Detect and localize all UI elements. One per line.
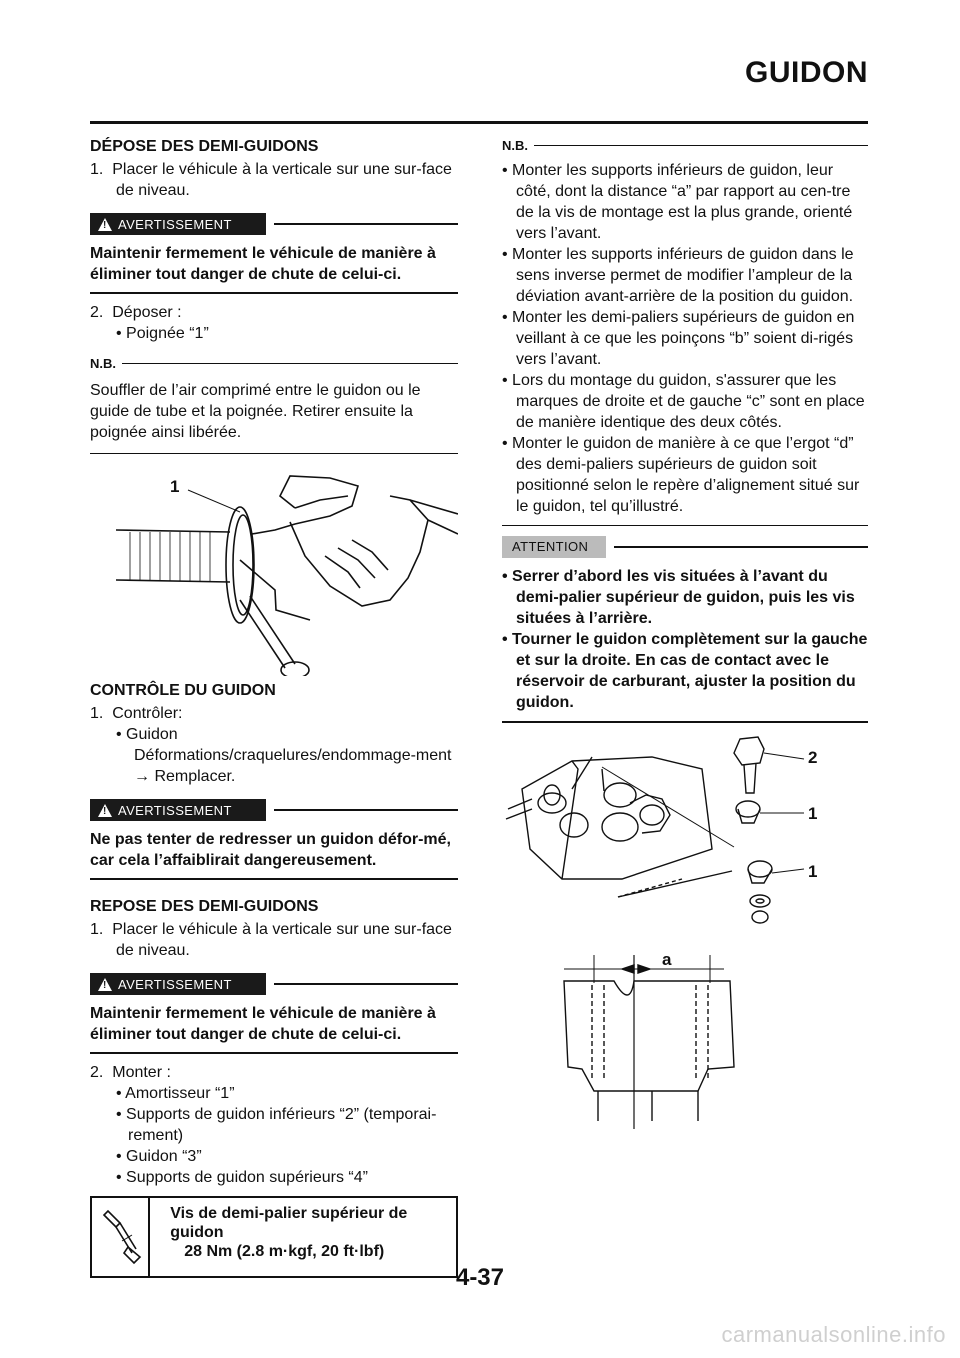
list-item: • Monter le guidon de manière à ce que l’ergot “d” des demi-paliers supérieurs de guidon soit positionné selon le repère d’alignement situé sur le guidon, tel qu’illustré. — [502, 435, 860, 515]
nb-text: Souffler de l’air comprimé entre le guidon ou le guide de tube et la poignée. Retirer ensuite la poignée ainsi libérée. — [90, 382, 421, 441]
attention-header — [502, 536, 868, 558]
watermark: carmanualsonline.info — [721, 1322, 946, 1347]
controle-detail: Déformations/craquelures/endommage-ment → Remplacer. — [134, 747, 452, 785]
list-item: • Lors du montage du guidon, s'assurer que les marques de droite et de gauche “c” sont en place de manière identique des deux côtés. — [502, 372, 865, 431]
list-item: • Monter les supports inférieurs de guidon dans le sens inverse permet de modifier l’ampleur de la déviation avant-arrière de la position du guidon. — [502, 246, 854, 305]
warning-header — [90, 973, 458, 995]
handlebar-mount-illustration — [502, 729, 868, 1149]
warning-header — [90, 799, 458, 821]
section-title-depose: DÉPOSE DES DEMI-GUIDONS — [90, 138, 319, 155]
left-column — [90, 136, 458, 1278]
list-item: • Monter les demi-paliers supérieurs de guidon en veillant à ce que les poinçons “b” soient di-rigés vers l’avant. — [502, 309, 855, 368]
figure-callout: 1 — [808, 862, 818, 881]
attention-body — [502, 558, 868, 723]
figure-callout: 2 — [808, 748, 818, 767]
grip-removal-illustration — [90, 460, 458, 676]
repose-step-2: 2. Monter : — [90, 1064, 171, 1081]
list-item: • Supports de guidon supérieurs “4” — [90, 1167, 458, 1188]
warning-text: Maintenir fermement le véhicule de manière à éliminer tout danger de chute de celui-ci. — [90, 235, 458, 294]
nb-end-rule — [90, 453, 458, 454]
depose-step-1: 1. Placer le véhicule à la verticale sur une sur-face de niveau. — [90, 161, 452, 199]
list-item: • Serrer d’abord les vis situées à l’avant du demi-palier supérieur de guidon, puis les vis situées à l’arrière. — [502, 568, 855, 627]
warning-triangle-icon: ! — [98, 218, 112, 231]
controle-step-1: 1. Contrôler: — [90, 705, 183, 722]
warning-text: Ne pas tenter de redresser un guidon défor-mé, car cela l’affaiblirait dangereusement. — [90, 821, 458, 880]
list-item: • Guidon “3” — [90, 1146, 458, 1167]
section-title-repose: REPOSE DES DEMI-GUIDONS — [90, 898, 319, 915]
list-item: • Tourner le guidon complètement sur la gauche et sur la droite. En cas de contact avec le réservoir de carburant, ajuster la position du guidon. — [502, 631, 868, 711]
right-column — [502, 136, 868, 1149]
section-title-controle: CONTRÔLE DU GUIDON — [90, 682, 276, 699]
page-title: GUIDON — [745, 56, 868, 89]
warning-header — [90, 213, 458, 235]
figure-callout: 1 — [808, 804, 818, 823]
nb-header: N.B. — [502, 136, 868, 154]
warning-tag: ! AVERTISSEMENT — [90, 799, 266, 821]
warning-text: Maintenir fermement le véhicule de manière à éliminer tout danger de chute de celui-ci. — [90, 995, 458, 1054]
header-rule — [90, 121, 868, 124]
list-item: • Amortisseur “1” — [90, 1083, 458, 1104]
warning-tag: ! AVERTISSEMENT — [90, 213, 266, 235]
warning-tag: ! AVERTISSEMENT — [90, 973, 266, 995]
depose-step-2: 2. Déposer : — [90, 304, 182, 321]
figure-callout: 1 — [170, 477, 180, 496]
warning-triangle-icon: ! — [98, 978, 112, 991]
page-number: 4-37 — [455, 1264, 505, 1291]
list-item: • Guidon — [90, 724, 458, 745]
warning-triangle-icon: ! — [98, 804, 112, 817]
attention-tag: ATTENTION — [502, 536, 606, 558]
nb-header: N.B. — [90, 354, 458, 372]
list-item: • Poignée “1” — [90, 323, 458, 344]
list-item: • Monter les supports inférieurs de guidon, leur côté, dont la distance “a” par rapport au cen-tre de la vis de montage est la plus grande, orienté vers l’avant. — [502, 162, 853, 242]
figure-callout: a — [662, 950, 672, 969]
torque-spec-text: Vis de demi-palier supérieur de guidon 28 Nm (2.8 m·kgf, 20 ft·lbf) — [170, 1205, 408, 1260]
nb-end-rule — [502, 525, 868, 526]
repose-step-1: 1. Placer le véhicule à la verticale sur une sur-face de niveau. — [90, 921, 452, 959]
list-item: • Supports de guidon inférieurs “2” (temporai-rement) — [90, 1104, 458, 1146]
